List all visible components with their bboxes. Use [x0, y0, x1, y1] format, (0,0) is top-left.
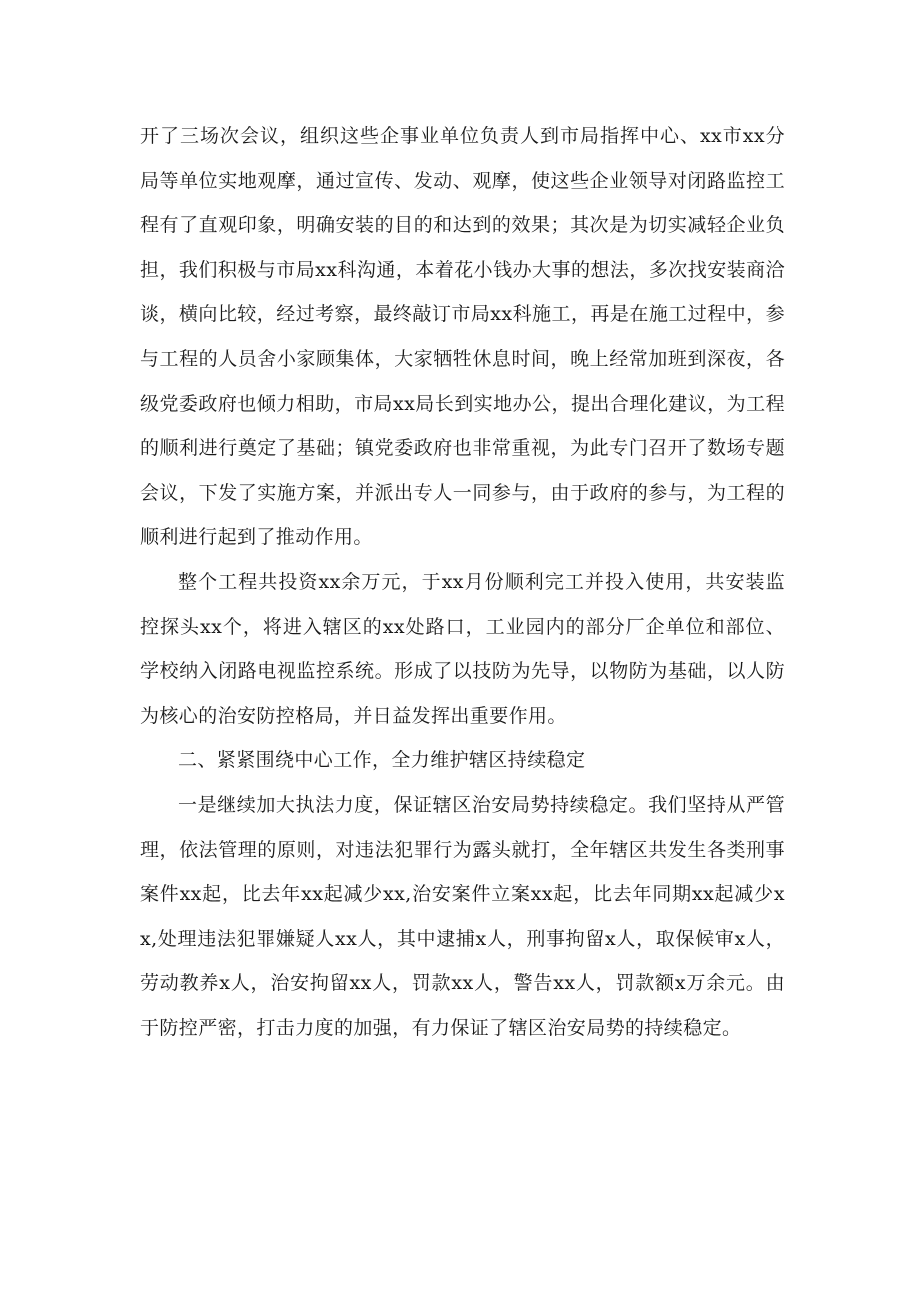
paragraph-law-enforcement: 一是继续加大执法力度，保证辖区治安局势持续稳定。我们坚持从严管理，依法管理的原则，对违法犯罪行为露头就打，全年辖区共发生各类刑事案件xx起，比去年xx起减少xx,治安案件立案xx起，比去年同期xx起减少xx,处理违法犯罪嫌疑人xx人，其中逮捕x人，刑事拘留x人，取保候审x人，劳动教养x人，治安拘留xx人，罚款xx人，警告xx人，罚款额x万余元。由于防控严密，打击力度的加强，有力保证了辖区治安局势的持续稳定。: [140, 793, 785, 1039]
section-heading: 二、紧紧围绕中心工作，全力维护辖区持续稳定: [178, 749, 586, 772]
paragraph-project-investment: 整个工程共投资xx余万元，于xx月份顺利完工并投入使用，共安装监控探头xx个，将进入辖区的xx处路口，工业园内的部分厂企单位和部位、学校纳入闭路电视监控系统。形成了以技防为先导，以物防为基础，以人防为核心的治安防控格局，并日益发挥出重要作用。: [140, 570, 785, 727]
paragraph-project-process: 开了三场次会议，组织这些企事业单位负责人到市局指挥中心、xx市xx分局等单位实地观摩，通过宣传、发动、观摩，使这些企业领导对闭路监控工程有了直观印象，明确安装的目的和达到的效果；其次是为切实减轻企业负担，我们积极与市局xx科沟通，本着花小钱办大事的想法，多次找安装商洽谈，横向比较，经过考察，最终敲订市局xx科施工，再是在施工过程中，参与工程的人员舍小家顾集体，大家牺牲休息时间，晚上经常加班到深夜，各级党委政府也倾力相助，市局xx局长到实地办公，提出合理化建议，为工程的顺利进行奠定了基础；镇党委政府也非常重视，为此专门召开了数场专题会议，下发了实施方案，并派出专人一同参与，由于政府的参与，为工程的顺利进行起到了推动作用。: [140, 125, 785, 549]
document-body: [140, 114, 785, 1050]
